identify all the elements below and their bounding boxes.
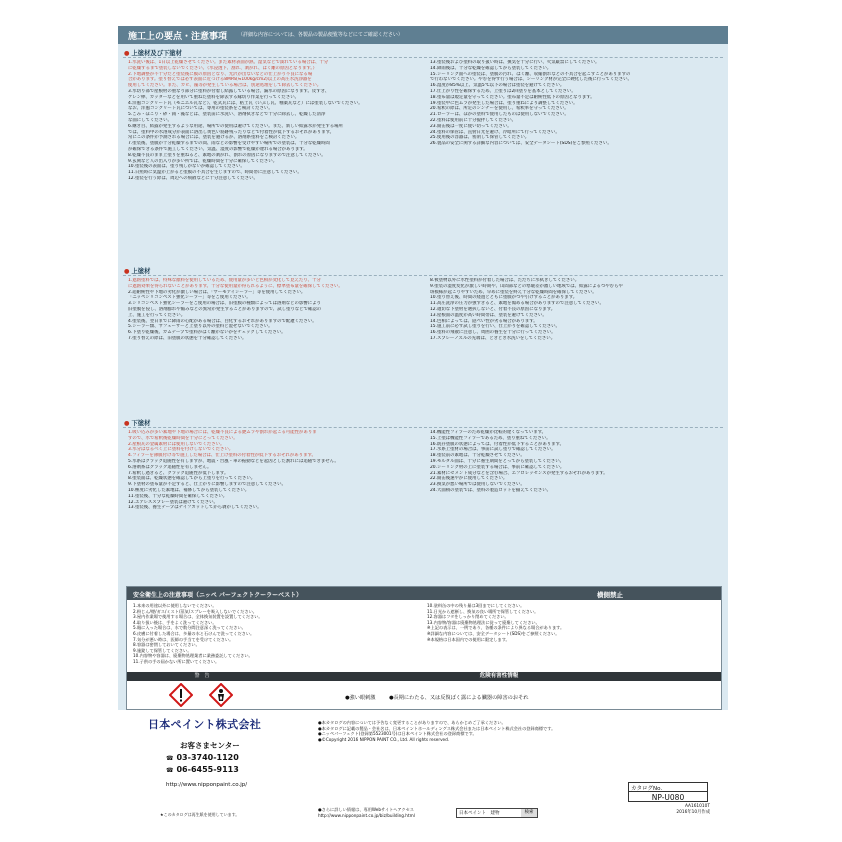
phone-tokyo	[166, 753, 239, 762]
note-line: 8.乾燥不良のまま上塗りを重ねると、素地の剥がれ、割れの原因になりますので注意してください。	[128, 152, 326, 158]
section-right-column	[430, 430, 718, 494]
note-line: 7.希釈し過ぎると、クラック追随性が低下します。	[128, 470, 229, 476]
safety-badge: 横側禁止	[597, 591, 623, 599]
note-line: 6.下塗り乾燥後、ガムテープで塗料がはく離がないかをチェックしてください。	[128, 330, 286, 336]
note-line: 4.取り扱い後は、手をよく洗ってください。	[133, 619, 217, 625]
safety-title: 安全衛生上の注意事項（ニッペ パーフェクトクーラーベスト）	[133, 592, 303, 599]
phone-number[interactable]: 06-6455-9113	[176, 765, 239, 774]
note-line: 2.超耐候性や下地の劣化が激しい場合は、「サーモアイシーラー」等を使用してください。	[128, 289, 306, 295]
note-line: 12.容器はフタをしっかり閉めてください。	[427, 614, 509, 620]
note-line: に乾燥するまで塗装しないでください。（水浸透下、割れ、剥がれ、はく離の原因となります。）	[128, 65, 317, 71]
exclamation-pictogram-icon	[169, 683, 193, 707]
phone-icon: ☎	[166, 767, 174, 774]
section-right-column	[430, 278, 718, 342]
note-line: 21.素材にセメント成分などを含む場合、エフロレッセンスが発生するおそれがあります。	[430, 470, 608, 476]
customer-center-label: お客さまセンター	[180, 741, 240, 750]
note-line: 20.希釈の際は、所定のシンナーを使用し、希釈率を守ってください。	[430, 106, 569, 112]
note-line: 13.塗装後、養生テープはナイフカットしてから剥がしてください。	[128, 505, 262, 511]
note-line: 合があります。塗り替えでは必ず表面に近づける8MPa(≒100kg/cm2)以上の高圧水洗浄器を	[128, 77, 312, 83]
note-line: 17.スプレーノズルの先端は、ときどき水洗いをしてください。	[430, 335, 556, 341]
catalog-page	[118, 26, 728, 826]
section-right-column	[430, 60, 718, 147]
note-line: 11.塗装後、十分な乾燥時間を確保してください。	[128, 493, 228, 499]
section-left-column	[128, 430, 416, 511]
web-note	[318, 807, 415, 818]
section-primer	[118, 416, 728, 584]
note-line: が確保できる条件で施工してください。気温、湿度の影響で乾燥が遅れる場合があります。	[128, 146, 308, 152]
note-line: な面にしてください。	[128, 117, 172, 123]
note-line: で行わないでください。やむを得ず行う場合は、シーリング材が完全に硬化した後に行ってください。	[430, 77, 632, 83]
note-line: 1.本来の用途以外に使用しないでください。	[133, 603, 217, 608]
search-query: 日本ペイント 建物	[459, 811, 500, 816]
hazard-item: ●強い眼刺激	[345, 695, 376, 701]
note-line: 7.気分が悪い時は、医師の手当てを受けてください。	[133, 636, 234, 642]
note-line: 旧塗膜を侵し、溶剤膨れや縮みなどの異常が発生することがありますので、試し塗りなどで確認の	[128, 306, 322, 312]
note-line: 23.開缶後は一度に使い切ってください。	[430, 123, 512, 129]
section-title: ● 上塗材	[124, 266, 150, 275]
company-url[interactable]: http://www.nipponpaint.co.jp/	[166, 782, 248, 788]
note-line: では、塗料中の水溶成分が表面に溶出し黄色い筋跡残ったりなどで付着性が低下するおそれがあります。	[128, 129, 335, 135]
note-line: 1.吸い込みが多い素地や下地の場合には、乾燥不良による艶ムラや割れが起こる可能性がありま	[128, 430, 317, 435]
note-line: 15.上塗は機能性フィラーであるため、塗り重ねてください。	[430, 435, 551, 441]
note-line: 25.使用後の容器は、密閉して保管してください。	[430, 135, 530, 141]
catalog-number-box	[628, 782, 708, 802]
note-line: 9.塗装の湿度変化が激しい時期や、山間部などの寒暖差が激しい地域では、結露によるつやむらや	[430, 283, 623, 289]
safety-left-column	[133, 603, 423, 665]
note-line: 15.施工前に必ず試し塗りを行い、仕上がりを確認してください。	[430, 324, 560, 330]
note-line: ●©Copyright 2016 NIPPON PAINT CO., Ltd. All rights reserved.	[318, 736, 450, 742]
note-line: 14.機能性フィラーのため乾燥が比較的遅くなっています。	[430, 430, 547, 435]
note-line: 20.シーリング材の上に塗装する場合は、事前に確認してください。	[430, 464, 565, 470]
note-line: 24.塗料の保管は、直射日光を避け、冷暗所にて行ってください。	[430, 129, 560, 135]
web-url[interactable]: http://www.nipponpaint.co.jp/biz/building.html	[318, 812, 415, 818]
note-line: 16.湿度が85%以上、気温5℃以下の場合は塗装を避けてください。	[430, 83, 565, 89]
note-line: 5.ごみ・ほこり・砂・錆・藻などは、塗装前に水洗い、溶剤拭きなどで十分に除去し、乾燥した清浄	[128, 112, 326, 118]
note-line: 常にこの条件が予測される場合には、塗装を避けるか、溶剤系塗料をご検討ください。	[128, 135, 300, 141]
note-line: 5.シーラー類、サフェーサーと上塗り以外の塗料と混ぜないでください。	[128, 324, 273, 330]
note-line: 17.水系上塗材の場合は、事前に試し塗りで確認してください。	[430, 447, 556, 453]
note-line: 18.塗布量は規定量を守ってください。塗布量不足は耐候性低下の原因となります。	[430, 94, 595, 100]
note-line: 26.製品の安全に関する詳細な内容については、安全データシート(SDS)をご参照ください。	[430, 141, 612, 147]
note-line: 10.内容物や容器は、廃棄物処理業者に業務委託してください。	[133, 653, 253, 659]
note-line: ※上記の表示は、一例であり、各種の条件により異なる場合があります。	[427, 625, 565, 631]
note-line: 5.眼に入った場合は、水で数分間注意深く洗ってください。	[133, 625, 246, 631]
catalog-label: カタログNo.	[631, 786, 663, 792]
footer	[118, 710, 728, 826]
note-line: 9.施錠して保管してください。	[133, 647, 192, 653]
note-line: 24.大面積の塗装では、塗料の製造ロットを揃えてください。	[430, 487, 552, 493]
note-line: 13.塗装後および塗料の取り扱い時は、換気を十分に行い、火気厳禁にしてください。	[430, 60, 600, 65]
note-line: 3.屋内作業場で使用する場合は、全体換気装置を設置してください。	[133, 614, 263, 620]
note-line: ※本規格は日本国内での使用に限定します。	[427, 636, 510, 642]
section-divider	[123, 57, 723, 58]
note-line: 14.降雨後は、十分な乾燥を確認してから塗装してください。	[430, 65, 552, 71]
note-line: すので、水で希釈後乾燥時間を十分にとってください。	[128, 435, 238, 441]
section-title: ● 上塗材及び下塗材	[124, 48, 182, 57]
note-line: 22.塗料は使用前に十分撹拌してください。	[430, 117, 517, 123]
note-line: ケレン棒、カッターなどを用いて重ねた塗料を除去する縁切り作業を行ってください。	[128, 94, 299, 100]
search-button[interactable]: 検索	[521, 809, 537, 817]
print-code	[650, 804, 710, 815]
note-line: 10.塗料缶の中の残り量は3回までにしてください。	[427, 603, 525, 608]
phone-icon: ☎	[166, 755, 174, 762]
company-logo: 日本ペイント株式会社	[148, 718, 261, 731]
note-line: 11.高圧洗浄の圧力が強すぎると、素地を傷める場合がありますので注意してください。	[430, 301, 604, 307]
note-line: 12.塗装を行う際は、周辺への飛散などに十分注意してください。	[128, 175, 258, 181]
note-line: 11.日照時に気温が上がると塗膜の不具合を生じますので、時間帯に注意してください。	[128, 170, 302, 176]
recycle-note: ★このカタログは再生紙を使用しています。	[160, 812, 240, 817]
note-line: 15.シーリング面への塗装は、塗膜の汚れ、はく離、収縮割れなどの不具合を起こすことがありますの	[430, 71, 631, 77]
note-line: 23.換気が悪い場所では使用しないでください。	[430, 482, 525, 488]
web-note-text: ●さらに詳しい情報は、専用Webサイトへアクセス	[318, 807, 414, 812]
note-line: 4.洋風コンクリート瓦（モニエル瓦など）、乾式瓦には、粘土瓦（いぶし瓦、釉薬瓦など）には塗装しないでください。	[128, 100, 363, 106]
panel-note: （詳細な内容については、各製品の製品便覧等などにてご確認ください）	[238, 32, 403, 38]
note-line: 5.水系はクラック追随性を有しますが、地震・台風・車の振動などを起因とした割れには追随できません。	[128, 458, 339, 464]
section-left-column	[128, 278, 416, 342]
note-line: 10.塗り替え後、時間の経過とともに塗膜がつや引けすることがあります。	[430, 295, 578, 301]
note-line: 6.皮膚に付着した場合は、多量の水と石けんで洗ってください。	[133, 630, 255, 636]
note-line: 7.塗装後、塗膜が十分乾燥するまでの間、雨などの影響を受けやすい場所での塗装は、十分な乾燥時間	[128, 141, 330, 147]
safety-header	[127, 587, 721, 600]
note-line: 13.屋根面の温度が高い時間帯は、塗装を避けてください。	[430, 312, 547, 318]
print-code-id: AA161010T	[684, 804, 710, 809]
note-line: 9.玄関など人の出入りが多い所では、乾燥時間を十分に確保してください。	[128, 158, 278, 164]
search-box[interactable]	[456, 808, 538, 818]
section-topcoat	[118, 264, 728, 414]
note-line: ●本カタログに記載の製品・会社名は、日本ペイントホールディングス株式会社または日本ペイント株式会社の登録商標です。	[318, 725, 556, 731]
print-date: 2016年10月作成	[676, 809, 710, 815]
phone-number[interactable]: 03-3740-1120	[176, 753, 239, 762]
note-line: 19.モルタル面は、十分に養生期間をとってから塗装してください。	[430, 458, 565, 464]
note-line: ●本カタログの内容については予告なく変更することがありますので、あらかじめご了承ください。	[318, 720, 506, 725]
section-divider	[123, 427, 723, 428]
note-line: 4.塗装後、翌日までに降雨の心配がある場合は、白化するおそれがありますので配慮ください。	[128, 318, 317, 324]
note-line: 8.被塗物以外に水性塗料が付着した場合は、ただちに水拭きしてください。	[430, 278, 580, 283]
note-line: 22.開缶後速やかに使用してください。	[430, 476, 508, 482]
note-line: 12.エアレススプレー塗装は避けてください。	[128, 499, 218, 505]
note-line: ※詳細な内容については、安全データシート(SDS)をご参照ください。	[427, 630, 560, 636]
note-line: 1.遮熱塗料では、特殊な顔料を使用しているため、使用量が多いと色相が変化して見えたり、十分	[128, 278, 321, 283]
note-line: 2.粉じん/煙/ガス/ミスト/蒸気/スプレーを吸入しないでください。	[133, 608, 257, 614]
note-line: 18.塗装前の素地は、十分乾燥させてください。	[430, 453, 525, 459]
note-line: 7.塗り替えの際は、旧塗膜の状態を十分確認してください。	[128, 335, 247, 341]
note-line: 6.継ぎ目、結露が発生するような用途、場所での使用は避けてください。また、新しい結露水が発生する場所	[128, 123, 343, 129]
hazard-label: 危険有害性情報	[277, 672, 721, 681]
note-line: 13.内容物/容器は廃棄物処理法に従って廃棄してください。	[427, 619, 540, 625]
footer-notes	[318, 720, 658, 742]
note-line: 17.仕上がり性を確保するため、上塗りは2回塗りを基本としてください。	[430, 88, 576, 94]
note-line: 2.屋根瓦の金属素材には使用しないでください。	[128, 441, 225, 447]
note-line: 「ニッペシリコンベスト強化シーラー」等をご使用ください。	[128, 295, 251, 301]
section-divider	[123, 275, 723, 276]
note-line: 12.適切な下塗材を選択しないと、付着不良の原因になります。	[430, 306, 556, 312]
note-line: 11.子供の手の届かない所に置いてください。	[133, 658, 220, 664]
section-left-column	[128, 60, 416, 182]
catalog-number: NP-U080	[629, 791, 707, 802]
safety-box	[126, 586, 722, 710]
note-line: 10.極度に劣化した素地は、補修してから塗装してください。	[128, 487, 250, 493]
note-line: 2.下地調整が不十分だと塗装後に膜の原因となり、光沢が出ないなどの仕上がり不良になる場	[128, 71, 313, 77]
warning-row	[127, 672, 721, 709]
note-line: に遮熱効果を得られないことがあります。十分な使用量が得られるように、標準塗布量を確保してください。	[128, 283, 343, 289]
note-line: 19.塗装中に色ムラが発生した場合は、塗り重ねにより調整してください。	[430, 100, 578, 106]
warning-label: 警 告	[127, 672, 277, 681]
note-line: 8.塗装面は、乾燥状態を確認してから上塗りを行ってください。	[128, 476, 256, 482]
note-line: 斑模様が起こりやすいため、早めに塗装を終え十分な乾燥時間を確保してください。	[430, 289, 597, 295]
section-title: ● 下塗材	[124, 418, 150, 427]
safety-right-column	[427, 603, 717, 642]
note-line: 11.日光から遮断し、換気の良い場所で保管してください。	[427, 608, 539, 614]
precautions-panel	[118, 26, 728, 710]
section-topcoat-primer	[118, 46, 728, 261]
note-line: 4.フィラーを薄膜付け等で施工した場合は、仕上げ塗料の付着性が低下するおそれがあります。	[128, 453, 316, 459]
hazard-item: ●長期にわたる、又は反復ばく露による臓器の障害のおそれ	[389, 695, 529, 701]
note-line: ●ニッペパーフェクト(登録第5523001号)は日本ペイント株式会社の登録商標です。	[318, 731, 477, 737]
panel-title: 施工上の要点・注意事項	[128, 32, 228, 42]
panel-header	[118, 26, 728, 44]
note-line: 10.塗装後の表面は、塗り残しがないか確認してください。	[128, 164, 245, 170]
note-line: 3.水切り部で屋根材の重なり部分に塗料が付着し結露している場合、漏水の原因になります。皮すき、	[128, 88, 330, 94]
note-line: 使用してください。また、カビ、藻等が発生している場合は、別途処理をして除去してください。	[128, 83, 322, 89]
phone-osaka	[166, 765, 239, 774]
note-line: 上、施工を行ってください。	[128, 312, 186, 318]
note-line: なお、洋風コンクリート瓦については、専用の塗装系をご検討ください。	[128, 106, 273, 112]
health-hazard-pictogram-icon	[209, 683, 233, 707]
note-line: 16.塗料の飛散に注意し、周囲の養生を十分に行ってください。	[430, 330, 556, 336]
note-line: 3.シリコンベスト強化シーラーをご使用の場合は、旧塗膜の種類によっては溶剤などの影響により	[128, 301, 321, 307]
note-line: 9.下塗材の塗布量が不足すると、仕上がりに影響しますので注意してください。	[128, 482, 286, 488]
note-line: 1.水洗い後は、1日以上乾燥させてください。また素材表面が熱、湿気などで濡れている場合は、十分	[128, 60, 329, 65]
note-line: 14.色相によっては、隠ぺい性が劣る場合があります。	[430, 318, 538, 324]
note-line: 16.既存塗膜の状態によっては、付着性が低下することがあります。	[430, 441, 564, 447]
note-line: 21.ローラーは、ほかの塗料で使用したものは使用しないでください。	[430, 112, 569, 118]
note-line: 3.水分はなるべく上に塗料を付けしないでください。	[128, 447, 234, 453]
note-line: 8.容器は密閉しておいてください。	[133, 642, 200, 648]
note-line: 6.溶剤系はクラック追随性を有しません。	[128, 464, 212, 470]
